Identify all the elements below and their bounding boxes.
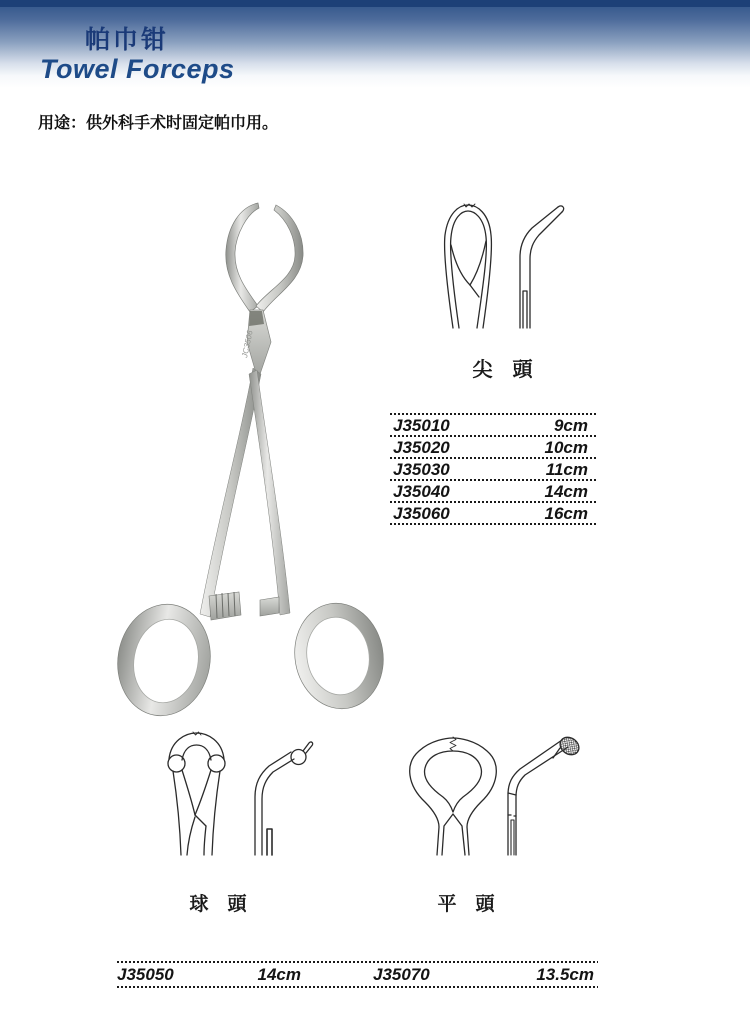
product-size: 14cm xyxy=(257,965,301,984)
table-row xyxy=(390,437,598,457)
table-row xyxy=(390,503,598,523)
product-code: J35060 xyxy=(393,503,450,523)
forceps-ratchet xyxy=(209,592,279,620)
forceps-jaws xyxy=(226,203,303,312)
product-size: 16cm xyxy=(544,503,588,523)
forceps-finger-rings xyxy=(109,596,392,723)
flat-tip-side-view xyxy=(508,734,582,855)
product-code: J35050 xyxy=(117,965,174,984)
engraving-text: JC3506 xyxy=(240,329,255,359)
product-code: J35010 xyxy=(393,415,450,435)
table-row xyxy=(390,459,598,479)
product-size: 13.5cm xyxy=(536,965,594,984)
table-divider xyxy=(117,986,598,988)
ball-tip-front-view xyxy=(168,732,225,855)
pointed-tip-front-view xyxy=(445,204,492,328)
pointed-tip-side-view xyxy=(520,206,564,328)
ball-tip-side-view xyxy=(255,742,313,855)
flat-tip-label: 平 頭 xyxy=(437,893,495,915)
table-row xyxy=(390,415,598,435)
product-size: 11cm xyxy=(545,459,588,479)
ball-tip-label: 球 頭 xyxy=(189,893,247,915)
flat-tip-front-view xyxy=(410,737,497,855)
flat-tip-drawing xyxy=(392,727,592,882)
pointed-spec-table xyxy=(390,413,598,525)
towel-forceps-photo xyxy=(100,190,400,730)
product-size: 10cm xyxy=(544,437,588,457)
header-top-bar xyxy=(0,0,750,7)
table-row xyxy=(390,481,598,501)
product-code: J35040 xyxy=(393,481,450,501)
forceps-shanks xyxy=(200,329,290,617)
table-divider xyxy=(390,523,598,525)
pointed-tip-drawing xyxy=(423,195,593,355)
product-code: J35030 xyxy=(393,459,450,479)
bottom-spec-table xyxy=(117,961,598,988)
product-code: J35020 xyxy=(393,437,450,457)
product-code: J35070 xyxy=(373,965,430,984)
pointed-tip-label: 尖 頭 xyxy=(472,357,533,381)
page-title-chinese: 帕巾钳 xyxy=(85,26,170,54)
product-size: 9cm xyxy=(553,415,588,435)
usage-description: 用途：供外科手术时固定帕巾用。 xyxy=(38,115,279,132)
page-title-english: Towel Forceps xyxy=(40,54,235,84)
product-size: 14cm xyxy=(544,481,588,501)
page-header xyxy=(0,0,750,88)
ball-tip-drawing xyxy=(148,727,338,882)
table-row xyxy=(117,963,598,986)
